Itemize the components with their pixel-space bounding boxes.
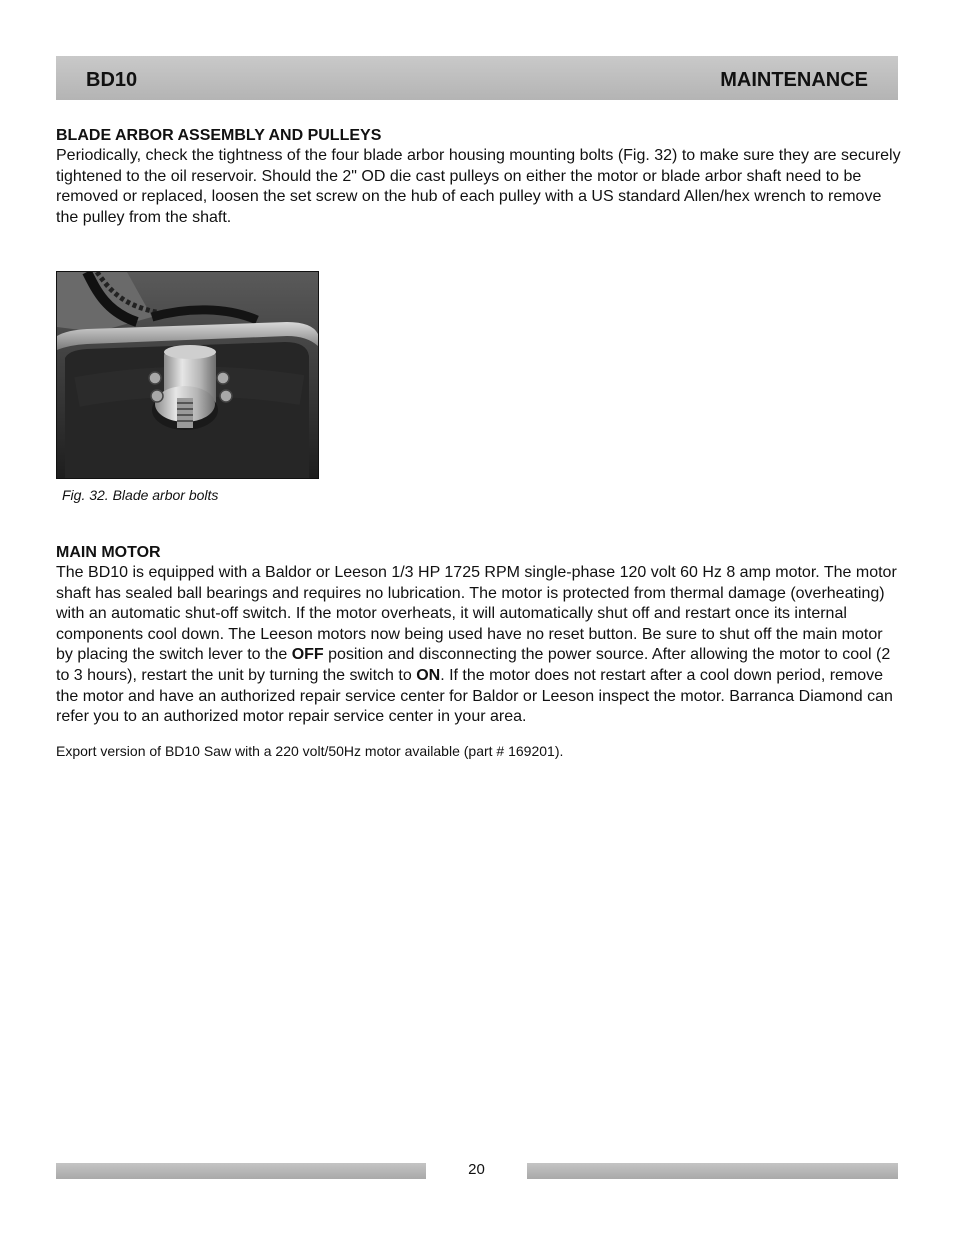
blade-arbor-heading: BLADE ARBOR ASSEMBLY AND PULLEYS [56, 127, 382, 144]
footer-bar-left [56, 1163, 426, 1179]
page-number: 20 [468, 1161, 485, 1178]
on-label: ON [416, 666, 441, 684]
main-motor-section [56, 543, 901, 760]
main-motor-body-part-1: The BD10 is equipped with a Baldor or Leeson 1/3 HP 1725 RPM single-phase 120 volt 60 Hz 8 amp motor. The motor shaft has sealed ball bearings and requires no lubrication. The motor is protected from thermal damage (overheating) with an automatic shut-off switch. If the motor overheats, it will automatically shut off and restart once its internal components cool down. The Leeson motors now being used have no reset button. Be sure to shut off the main motor by placing the switch lever to the [56, 564, 897, 664]
main-motor-body [56, 563, 901, 728]
header-bar [56, 56, 898, 100]
blade-arbor-photo [56, 271, 319, 479]
section-title: MAINTENANCE [720, 69, 868, 91]
footer-bar-right [527, 1163, 898, 1179]
blade-arbor-body: Periodically, check the tightness of the four blade arbor housing mounting bolts (Fig. 32) to make sure they are securely tightened to the oil reservoir. Should the 2" OD die cast pulleys on either the motor or blade arbor shaft need to be removed or replaced, loosen the set screw on the hub of each pulley with a US standard Allen/hex wrench to remove the pulley from the shaft. [56, 147, 901, 226]
main-motor-heading: MAIN MOTOR [56, 544, 161, 561]
figure-caption: Fig. 32. Blade arbor bolts [62, 487, 219, 503]
model-title: BD10 [86, 69, 138, 91]
off-label: OFF [291, 646, 324, 664]
main-motor-body-part-3: . If the motor does not restart after a cool down period, remove the motor and have an authorized repair service center for Baldor or Leeson inspect the motor. Barranca Diamond can refer you to an authorized motor repair service center in your area. [56, 666, 893, 726]
export-note: Export version of BD10 Saw with a 220 volt/50Hz motor available (part # 169201). [56, 742, 564, 759]
blade-arbor-section [56, 126, 901, 228]
blade-arbor-photo-image [57, 272, 318, 478]
main-motor-body-part-2: position and disconnecting the power source. After allowing the motor to cool (2 to 3 hours), restart the unit by turning the switch to [56, 646, 891, 684]
